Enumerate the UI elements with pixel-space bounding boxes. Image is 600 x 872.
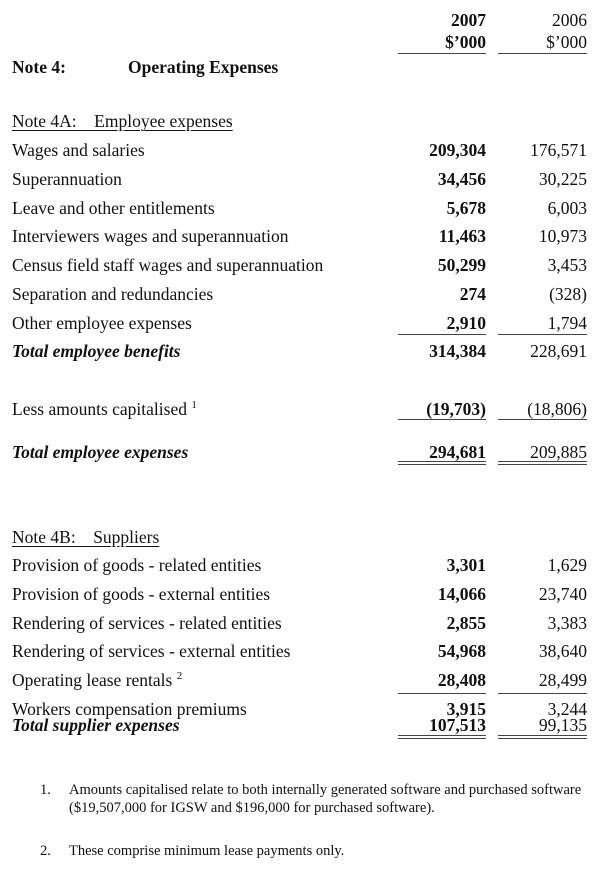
capitalised-rule-2007 [398, 419, 486, 420]
footnote-1-text: Amounts capitalised relate to both internally generated software and purchased software ($19,507,000 for IGSW and $196,000 for purchased software). [69, 782, 582, 816]
line-item-label [12, 139, 145, 161]
line-item-2007: 34,456 [437, 169, 486, 189]
line-item-2006: 3,383 [547, 613, 587, 633]
line-item-2006: 23,740 [538, 584, 587, 604]
line-item-text: Separation and redundancies [12, 284, 214, 304]
note-4a-code: Note 4A: [12, 111, 77, 131]
header-rule-2007 [398, 53, 486, 54]
line-item-2007: 50,299 [437, 255, 486, 275]
line-item-2006: 3,453 [547, 255, 587, 275]
total-employee-expenses-2007: 294,681 [429, 442, 486, 462]
column-header-2006-unit: $’000 [546, 32, 587, 52]
column-header-2006-year: 2006 [552, 10, 587, 30]
line-item-2007: 28,408 [437, 670, 486, 690]
footnote-2-number: 2. [40, 843, 51, 859]
note-4a-title: Employee expenses [94, 111, 233, 131]
footnote-1-number: 1. [40, 782, 51, 798]
footnote-2-text: These comprise minimum lease payments only. [69, 843, 345, 859]
total-employee-benefits-2006: 228,691 [530, 341, 587, 361]
note-title: Operating Expenses [128, 57, 279, 77]
line-item-label [12, 669, 182, 691]
note-4a-heading [12, 110, 233, 132]
note-4b-code: Note 4B: [12, 527, 76, 547]
total-employee-benefits-label: Total employee benefits [12, 341, 181, 361]
line-item-2006: 6,003 [547, 198, 587, 218]
line-item-text: Provision of goods - external entities [12, 584, 271, 604]
line-item-label [12, 254, 323, 276]
line-item-2007: 209,304 [429, 140, 486, 160]
line-item-label [12, 640, 290, 662]
supplier-subtotal-rule-2007 [398, 693, 486, 694]
line-item-2006: 10,973 [538, 226, 587, 246]
subtotal-rule-2006 [498, 334, 587, 335]
line-item-2006: 1,794 [547, 313, 587, 333]
column-header-2007-year: 2007 [451, 10, 486, 30]
line-item-text: Provision of goods - related entities [12, 555, 262, 575]
note-number: Note 4: [12, 57, 66, 77]
line-item-text: Wages and salaries [12, 140, 145, 160]
line-item-text: Leave and other entitlements [12, 198, 215, 218]
line-item-2007: 5,678 [446, 198, 486, 218]
line-item-2006: 30,225 [538, 169, 587, 189]
total-supplier-expenses-2006: 99,135 [538, 715, 587, 735]
line-item-label [12, 197, 215, 219]
total-employee-expenses-2006: 209,885 [530, 442, 587, 462]
note-4b-title: Suppliers [93, 527, 160, 547]
total-employee-benefits-2007: 314,384 [429, 341, 486, 361]
line-item-2007: 11,463 [438, 226, 486, 246]
line-item-text: Workers compensation premiums [12, 699, 247, 719]
total-employee-expenses-label: Total employee expenses [12, 442, 189, 462]
supplier-double-rule-2007 [398, 735, 486, 739]
line-item-2006: 176,571 [530, 140, 587, 160]
line-item-text: Other employee expenses [12, 313, 192, 333]
line-item-label [12, 312, 192, 334]
line-item-text: Rendering of services - external entities [12, 641, 291, 661]
line-item-2006: 3,244 [547, 699, 587, 719]
less-capitalised-2006: (18,806) [527, 399, 587, 419]
footnote-ref: 2 [176, 670, 183, 682]
total-supplier-expenses-label: Total supplier expenses [12, 715, 180, 735]
line-item-text: Rendering of services - related entities [12, 613, 282, 633]
capitalised-rule-2006 [498, 419, 587, 420]
line-item-2007: 2,855 [446, 613, 486, 633]
supplier-subtotal-rule-2006 [498, 693, 587, 694]
line-item-label [12, 583, 270, 605]
line-item-label [12, 168, 122, 190]
less-capitalised-2007: (19,703) [426, 399, 486, 419]
line-item-2007: 274 [459, 284, 486, 304]
line-item-2006: 1,629 [547, 555, 587, 575]
line-item-2007: 3,915 [446, 699, 486, 719]
line-item-label [12, 225, 289, 247]
note-4b-heading [12, 526, 159, 548]
header-rule-2006 [498, 53, 587, 54]
line-item-2006: (328) [549, 284, 587, 304]
total-supplier-expenses-2007: 107,513 [429, 715, 486, 735]
line-item-2007: 54,968 [437, 641, 486, 661]
line-item-label [12, 283, 213, 305]
line-item-label [12, 554, 261, 576]
line-item-2007: 3,301 [446, 555, 486, 575]
line-item-2007: 14,066 [437, 584, 486, 604]
line-item-text: Operating lease rentals [12, 670, 173, 690]
footnote-ref-1: 1 [191, 399, 197, 411]
total-double-rule-2007 [398, 461, 486, 465]
less-capitalised-text: Less amounts capitalised [12, 399, 187, 419]
line-item-2006: 28,499 [538, 670, 587, 690]
total-double-rule-2006 [498, 461, 587, 465]
line-item-label [12, 612, 282, 634]
column-header-2007-unit: $’000 [445, 32, 486, 52]
line-item-2006: 38,640 [538, 641, 587, 661]
less-capitalised-label [12, 398, 197, 420]
line-item-text: Superannuation [12, 169, 122, 189]
supplier-double-rule-2006 [498, 735, 587, 739]
line-item-2007: 2,910 [446, 313, 486, 333]
line-item-text: Interviewers wages and superannuation [12, 226, 289, 246]
subtotal-rule-2007 [398, 334, 486, 335]
line-item-text: Census field staff wages and superannuation [12, 255, 324, 275]
